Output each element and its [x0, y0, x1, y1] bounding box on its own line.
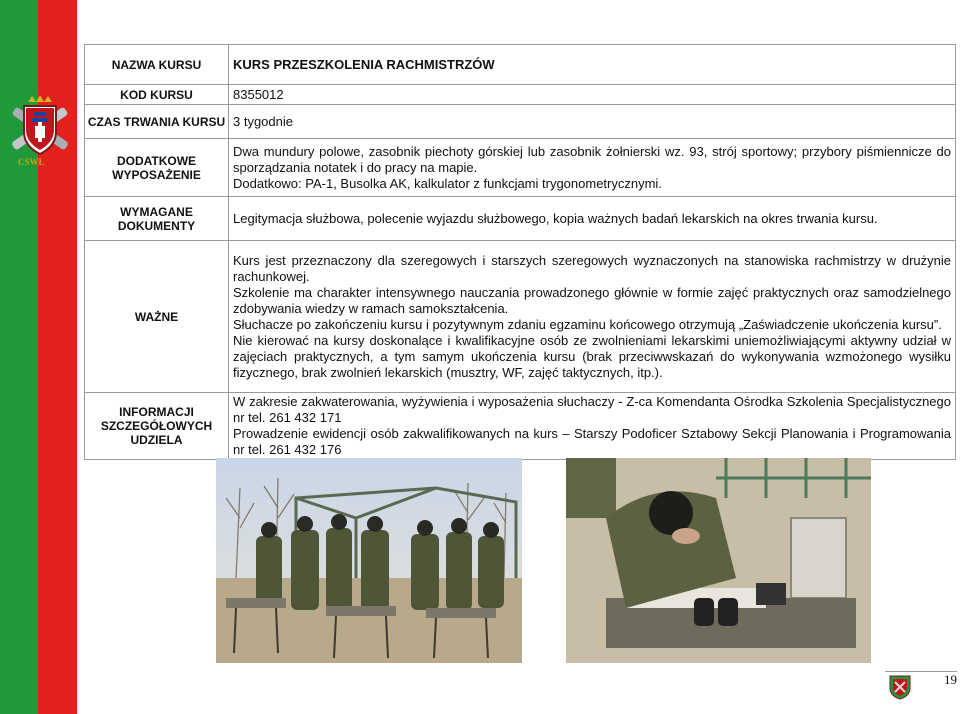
- equipment-value: [229, 139, 956, 197]
- important-paragraph: Szkolenie ma charakter intensywnego nauczania prowadzonego głównie w formie zajęć praktycznych oraz samodzielnego zdobywania wiedzy w ramach samokształcenia.: [233, 284, 951, 316]
- course-code-text: 8355012: [233, 86, 284, 102]
- course-code-value: [229, 85, 956, 105]
- photo-soldier-plotting-at-table-icon: [566, 458, 871, 663]
- course-duration-text: 3 tygodnie: [233, 113, 293, 129]
- unit-shield-logo-icon: [888, 674, 912, 700]
- table-row-name: [85, 45, 956, 85]
- table-row-duration: [85, 105, 956, 139]
- row-label-documents: WYMAGANE DOKUMENTY: [85, 197, 229, 241]
- row-label-info: INFORMACJI SZCZEGÓŁOWYCH UDZIELA: [85, 393, 229, 460]
- equipment-paragraph: Dodatkowo: PA-1, Busolka AK, kalkulator z funkcjami trygonometrycznymi.: [233, 175, 662, 191]
- course-name-text: KURS PRZESZKOLENIA RACHMISTRZÓW: [233, 56, 495, 72]
- table-row-info: [85, 393, 956, 460]
- table-row-equipment: [85, 139, 956, 197]
- table-row-documents: [85, 197, 956, 241]
- important-paragraph: Nie kierować na kursy doskonalące i kwalifikacyjne osób ze zwolnieniami lekarskimi uniemożliwiającymi aktywny udział w zajęciach praktycznych, a tym samym ukończenia kursu (brak przeciwwskazań do wykonywania wzmożonego wysiłku fizycznego, brak zwolnień lekarskich (musztry, WF, zajęć taktycznych, itp.).: [233, 332, 951, 380]
- info-paragraph: W zakresie zakwaterowania, wyżywienia i wyposażenia słuchaczy - Z-ca Komendanta Ośrodka Szkolenia Specjalistycznego nr tel. 261 432 171: [233, 394, 951, 425]
- page-number: 19: [944, 672, 957, 687]
- row-label-name: NAZWA KURSU: [85, 45, 229, 85]
- documents-paragraph: Legitymacja służbowa, polecenie wyjazdu służbowego, kopia ważnych badań lekarskich na okres trwania kursu.: [233, 210, 878, 226]
- info-value: [229, 393, 956, 460]
- row-label-code: KOD KURSU: [85, 85, 229, 105]
- important-value: [229, 241, 956, 393]
- info-paragraph: Prowadzenie ewidencji osób zakwalifikowanych na kurs – Starszy Podoficer Sztabowy Sekcji Planowania i Programowania nr tel. 261 432 176: [233, 426, 951, 457]
- table-row-important: [85, 241, 956, 393]
- documents-value: [229, 197, 956, 241]
- photo-soldiers-with-binoculars-icon: [216, 458, 522, 663]
- course-info-table: [84, 44, 956, 460]
- important-paragraph: Kurs jest przeznaczony dla szeregowych i starszych szeregowych wyznaczonych na stanowiska rachmistrzy w drużynie rachunkowej.: [233, 252, 951, 284]
- course-duration-value: [229, 105, 956, 139]
- important-paragraph: Słuchacze po zakończeniu kursu i pozytywnym zdaniu egzaminu końcowego otrzymują „Zaświadczenie ukończenia kursu”.: [233, 316, 942, 332]
- row-label-equipment: DODATKOWE WYPOSAŻENIE: [85, 139, 229, 197]
- course-name-value: [229, 45, 956, 85]
- equipment-paragraph: Dwa mundury polowe, zasobnik piechoty górskiej lub zasobnik żołnierski wz. 93, strój sportowy; przybory piśmiennicze do sporządzania notatek i do pracy na mapie.: [233, 143, 951, 175]
- emblem-label: CSWŁ: [18, 157, 45, 167]
- table-row-code: [85, 85, 956, 105]
- row-label-important: WAŻNE: [85, 241, 229, 393]
- row-label-duration: CZAS TRWANIA KURSU: [85, 105, 229, 139]
